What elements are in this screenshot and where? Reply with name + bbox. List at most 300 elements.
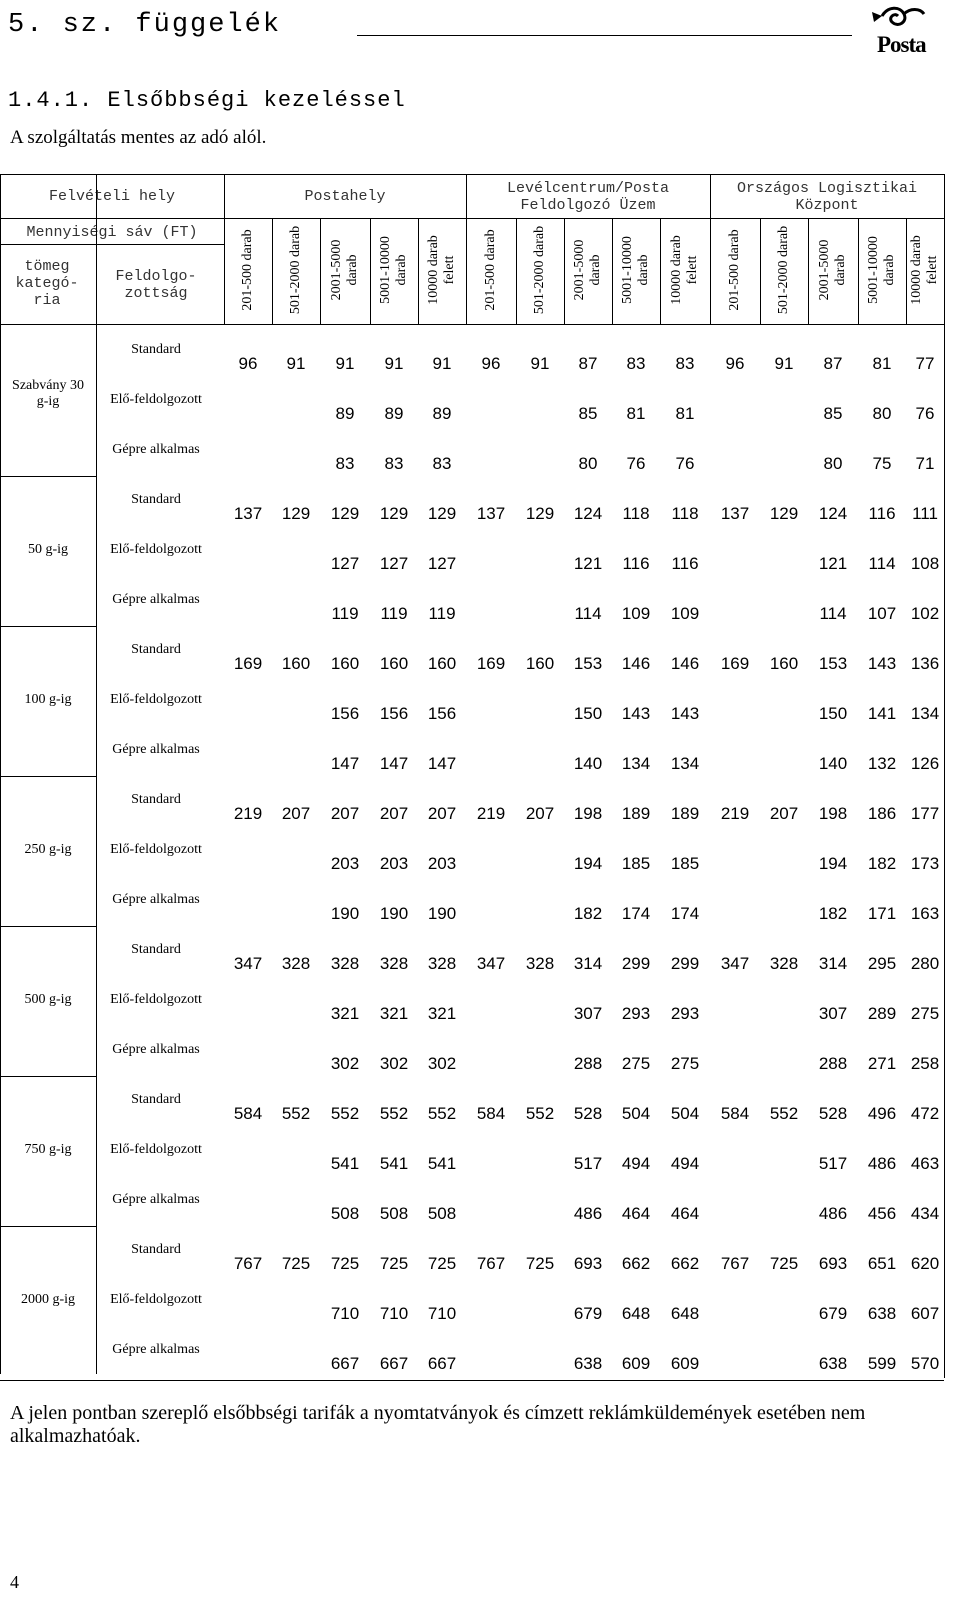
price-cell: 160 [379, 654, 409, 673]
price-cell: 280 [910, 954, 940, 973]
price-cell: 194 [818, 854, 848, 873]
price-cell: 91 [530, 354, 550, 373]
price-cell: 472 [910, 1104, 940, 1123]
processing-type: Gépre alkalmas [112, 1042, 200, 1057]
price-cell: 496 [867, 1104, 897, 1123]
column-rule [418, 218, 419, 324]
price-cell: 118 [622, 504, 650, 523]
price-cell: 667 [330, 1354, 360, 1373]
price-cell: 328 [330, 954, 360, 973]
price-cell: 541 [379, 1154, 409, 1173]
price-cell: 207 [281, 804, 311, 823]
price-cell: 127 [379, 554, 409, 573]
price-cell: 186 [867, 804, 897, 823]
group-rule [224, 174, 225, 218]
price-cell: 143 [670, 704, 700, 723]
price-cell: 124 [818, 504, 848, 523]
title-rule [357, 35, 852, 36]
group-separator [0, 1226, 96, 1227]
price-cell: 275 [910, 1004, 940, 1023]
group-separator [0, 926, 96, 927]
price-cell: 464 [621, 1204, 651, 1223]
header-bottom-border [0, 324, 944, 325]
band-label: 501-2000 darab [776, 225, 791, 315]
price-cell: 302 [379, 1054, 409, 1073]
price-cell: 132 [867, 754, 897, 773]
price-cell: 486 [818, 1204, 848, 1223]
price-cell: 89 [384, 404, 404, 423]
processing-type: Gépre alkalmas [112, 742, 200, 757]
price-cell: 328 [525, 954, 555, 973]
price-cell: 679 [573, 1304, 603, 1323]
price-cell: 80 [823, 454, 843, 473]
price-cell: 321 [427, 1004, 457, 1023]
price-cell: 147 [427, 754, 457, 773]
price-cell: 486 [867, 1154, 897, 1173]
processing-type: Gépre alkalmas [112, 892, 200, 907]
price-cell: 96 [481, 354, 501, 373]
table-bottom-border [0, 1380, 944, 1381]
price-cell: 91 [286, 354, 306, 373]
price-cell: 552 [427, 1104, 457, 1123]
price-cell: 494 [621, 1154, 651, 1173]
price-cell: 190 [427, 904, 457, 923]
footer-note: A jelen pontban szereplő elsőbbségi tarifák a nyomtatványok és címzett reklámküldemények esetében nem alkalmazhatóak. [10, 1402, 866, 1447]
price-cell: 134 [621, 754, 651, 773]
band-label: 501-2000 darab [288, 225, 303, 315]
header-tomeg: tömeg kategó-ria [15, 258, 79, 309]
price-cell: 134 [910, 704, 940, 723]
band-label: 201-500 darab [727, 229, 742, 311]
column-rule [808, 218, 809, 324]
price-cell: 114 [574, 604, 602, 623]
price-cell: 163 [910, 904, 940, 923]
price-cell: 203 [427, 854, 457, 873]
group-rule [944, 174, 945, 218]
price-cell: 693 [573, 1254, 603, 1273]
price-cell: 767 [476, 1254, 506, 1273]
processing-type: Standard [131, 342, 181, 357]
processing-type: Standard [131, 492, 181, 507]
price-cell: 307 [818, 1004, 848, 1023]
group-separator [0, 1076, 96, 1077]
price-cell: 83 [335, 454, 355, 473]
price-cell: 85 [578, 404, 598, 423]
price-cell: 173 [910, 854, 940, 873]
weight-category: 500 g-ig [24, 992, 72, 1007]
price-cell: 116 [622, 554, 650, 573]
price-cell: 127 [330, 554, 360, 573]
price-cell: 679 [818, 1304, 848, 1323]
price-cell: 302 [427, 1054, 457, 1073]
price-cell: 299 [621, 954, 651, 973]
band-label: 10000 darab felett [909, 235, 940, 305]
price-cell: 96 [238, 354, 258, 373]
header-mennyisegi: Mennyiségi sáv (FT) [26, 224, 198, 241]
band-label: 5001-10000 darab [866, 236, 897, 304]
price-cell: 552 [525, 1104, 555, 1123]
price-cell: 710 [379, 1304, 409, 1323]
price-cell: 81 [626, 404, 646, 423]
price-cell: 146 [670, 654, 700, 673]
price-cell: 182 [818, 904, 848, 923]
price-cell: 302 [330, 1054, 360, 1073]
price-cell: 83 [384, 454, 404, 473]
price-cell: 517 [573, 1154, 603, 1173]
band-label: 2001-5000 darab [329, 239, 360, 301]
price-cell: 143 [867, 654, 897, 673]
processing-type: Elő-feldolgozott [110, 692, 202, 707]
price-cell: 486 [573, 1204, 603, 1223]
weight-category: 100 g-ig [24, 692, 72, 707]
price-cell: 81 [872, 354, 892, 373]
price-cell: 129 [330, 504, 360, 523]
price-cell: 609 [670, 1354, 700, 1373]
price-cell: 638 [867, 1304, 897, 1323]
price-cell: 651 [867, 1254, 897, 1273]
price-cell: 119 [380, 604, 408, 623]
price-cell: 119 [331, 604, 359, 623]
processing-type: Elő-feldolgozott [110, 1292, 202, 1307]
price-cell: 129 [379, 504, 409, 523]
posta-logo-text: Posta [877, 32, 926, 57]
column-rule [564, 218, 565, 324]
price-cell: 114 [868, 554, 896, 573]
weight-category: 750 g-ig [24, 1142, 72, 1157]
price-cell: 182 [867, 854, 897, 873]
price-cell: 710 [330, 1304, 360, 1323]
processing-type: Gépre alkalmas [112, 442, 200, 457]
price-cell: 87 [578, 354, 598, 373]
price-cell: 504 [621, 1104, 651, 1123]
price-cell: 89 [432, 404, 452, 423]
price-cell: 207 [769, 804, 799, 823]
price-cell: 83 [432, 454, 452, 473]
processing-type: Elő-feldolgozott [110, 842, 202, 857]
price-cell: 552 [330, 1104, 360, 1123]
column-rule [272, 218, 273, 324]
price-cell: 508 [330, 1204, 360, 1223]
price-cell: 81 [675, 404, 695, 423]
price-cell: 328 [379, 954, 409, 973]
price-cell: 129 [427, 504, 457, 523]
price-cell: 321 [379, 1004, 409, 1023]
price-cell: 89 [335, 404, 355, 423]
price-cell: 528 [573, 1104, 603, 1123]
price-cell: 85 [823, 404, 843, 423]
price-cell: 508 [427, 1204, 457, 1223]
price-cell: 288 [818, 1054, 848, 1073]
price-cell: 293 [670, 1004, 700, 1023]
price-cell: 118 [671, 504, 699, 523]
price-cell: 77 [915, 354, 935, 373]
column-rule [96, 174, 97, 1374]
price-cell: 185 [670, 854, 700, 873]
processing-type: Gépre alkalmas [112, 1342, 200, 1357]
column-rule [906, 218, 907, 324]
price-cell: 584 [476, 1104, 506, 1123]
price-cell: 137 [476, 504, 506, 523]
price-cell: 710 [427, 1304, 457, 1323]
price-cell: 147 [330, 754, 360, 773]
price-cell: 648 [621, 1304, 651, 1323]
price-cell: 146 [621, 654, 651, 673]
price-cell: 307 [573, 1004, 603, 1023]
price-cell: 541 [427, 1154, 457, 1173]
band-label: 10000 darab felett [426, 235, 457, 305]
column-rule [466, 218, 467, 324]
price-cell: 314 [573, 954, 603, 973]
price-cell: 111 [912, 504, 938, 523]
price-cell: 667 [427, 1354, 457, 1373]
price-cell: 456 [867, 1204, 897, 1223]
price-cell: 504 [670, 1104, 700, 1123]
section-heading: 1.4.1. Elsőbbségi kezeléssel [8, 88, 406, 113]
price-cell: 347 [233, 954, 263, 973]
price-cell: 83 [626, 354, 646, 373]
price-cell: 119 [428, 604, 456, 623]
header-felveteli: Felvételi hely [48, 188, 176, 205]
price-cell: 725 [427, 1254, 457, 1273]
price-cell: 198 [573, 804, 603, 823]
price-cell: 725 [330, 1254, 360, 1273]
price-cell: 203 [379, 854, 409, 873]
price-cell: 150 [818, 704, 848, 723]
price-cell: 134 [670, 754, 700, 773]
price-cell: 288 [573, 1054, 603, 1073]
price-cell: 347 [720, 954, 750, 973]
header-split [0, 244, 224, 245]
processing-type: Elő-feldolgozott [110, 542, 202, 557]
price-cell: 124 [573, 504, 603, 523]
processing-type: Standard [131, 1092, 181, 1107]
price-cell: 91 [335, 354, 355, 373]
price-cell: 174 [621, 904, 651, 923]
processing-type: Gépre alkalmas [112, 592, 200, 607]
band-label: 10000 darab felett [669, 235, 700, 305]
price-cell: 607 [910, 1304, 940, 1323]
price-cell: 160 [427, 654, 457, 673]
band-label: 5001-10000 darab [620, 236, 651, 304]
price-cell: 171 [867, 904, 897, 923]
processing-type: Elő-feldolgozott [110, 392, 202, 407]
price-cell: 71 [915, 454, 935, 473]
price-cell: 189 [621, 804, 651, 823]
price-cell: 271 [867, 1054, 897, 1073]
price-cell: 693 [818, 1254, 848, 1273]
band-label: 5001-10000 darab [378, 236, 409, 304]
price-cell: 109 [670, 604, 700, 623]
price-cell: 140 [818, 754, 848, 773]
price-cell: 127 [427, 554, 457, 573]
price-cell: 91 [384, 354, 404, 373]
price-cell: 275 [621, 1054, 651, 1073]
price-cell: 141 [867, 704, 897, 723]
price-cell: 156 [427, 704, 457, 723]
price-cell: 584 [720, 1104, 750, 1123]
price-cell: 275 [670, 1054, 700, 1073]
price-cell: 219 [233, 804, 263, 823]
column-rule [370, 218, 371, 324]
band-header [870, 220, 960, 320]
price-cell: 121 [573, 554, 603, 573]
price-cell: 494 [670, 1154, 700, 1173]
price-cell: 464 [670, 1204, 700, 1223]
price-cell: 83 [675, 354, 695, 373]
price-cell: 725 [281, 1254, 311, 1273]
price-cell: 219 [720, 804, 750, 823]
price-cell: 599 [867, 1354, 897, 1373]
price-cell: 156 [330, 704, 360, 723]
price-cell: 207 [525, 804, 555, 823]
price-cell: 328 [427, 954, 457, 973]
price-cell: 293 [621, 1004, 651, 1023]
price-cell: 108 [910, 554, 940, 573]
group-separator [0, 626, 96, 627]
price-cell: 137 [233, 504, 263, 523]
weight-category: Szabvány 30 g-ig [12, 378, 84, 409]
column-rule [660, 218, 661, 324]
price-cell: 463 [910, 1154, 940, 1173]
price-cell: 528 [818, 1104, 848, 1123]
price-cell: 662 [670, 1254, 700, 1273]
price-cell: 91 [774, 354, 794, 373]
price-cell: 314 [818, 954, 848, 973]
price-cell: 121 [818, 554, 848, 573]
header-orszagos: Országos Logisztikai Központ [736, 180, 918, 214]
price-cell: 153 [573, 654, 603, 673]
price-cell: 174 [670, 904, 700, 923]
table-right-border [944, 324, 945, 1378]
price-cell: 102 [910, 604, 940, 623]
price-cell: 153 [818, 654, 848, 673]
price-cell: 207 [379, 804, 409, 823]
column-rule [858, 218, 859, 324]
price-cell: 129 [281, 504, 311, 523]
band-label: 201-500 darab [483, 229, 498, 311]
price-cell: 725 [379, 1254, 409, 1273]
price-cell: 87 [823, 354, 843, 373]
processing-type: Standard [131, 942, 181, 957]
price-cell: 91 [432, 354, 452, 373]
column-rule [760, 218, 761, 324]
processing-type: Gépre alkalmas [112, 1192, 200, 1207]
price-cell: 328 [281, 954, 311, 973]
price-cell: 129 [769, 504, 799, 523]
price-cell: 258 [910, 1054, 940, 1073]
band-label: 2001-5000 darab [817, 239, 848, 301]
price-cell: 160 [769, 654, 799, 673]
price-cell: 177 [910, 804, 940, 823]
weight-category: 2000 g-ig [20, 1292, 76, 1307]
price-cell: 328 [769, 954, 799, 973]
price-cell: 160 [281, 654, 311, 673]
price-cell: 137 [720, 504, 750, 523]
band-label: 2001-5000 darab [572, 239, 603, 301]
price-cell: 160 [330, 654, 360, 673]
price-cell: 207 [330, 804, 360, 823]
header-levelcentrum: Levélcentrum/Posta Feldolgozó Üzem [506, 180, 670, 214]
page-title: 5. sz. függelék [8, 10, 282, 40]
price-cell: 107 [867, 604, 897, 623]
price-cell: 552 [379, 1104, 409, 1123]
price-cell: 150 [573, 704, 603, 723]
price-cell: 190 [330, 904, 360, 923]
price-cell: 347 [476, 954, 506, 973]
price-cell: 662 [621, 1254, 651, 1273]
processing-type: Standard [131, 642, 181, 657]
price-cell: 114 [819, 604, 847, 623]
price-cell: 584 [233, 1104, 263, 1123]
column-rule [612, 218, 613, 324]
group-separator [0, 476, 96, 477]
group-rule [710, 174, 711, 218]
price-cell: 76 [675, 454, 695, 473]
price-cell: 96 [725, 354, 745, 373]
tax-note: A szolgáltatás mentes az adó alól. [10, 127, 267, 148]
header-feldolgozottsag: Feldolgo-zottság [115, 268, 197, 302]
price-cell: 638 [573, 1354, 603, 1373]
price-cell: 76 [915, 404, 935, 423]
price-cell: 289 [867, 1004, 897, 1023]
processing-type: Elő-feldolgozott [110, 1142, 202, 1157]
price-cell: 126 [910, 754, 940, 773]
band-label: 201-500 darab [240, 229, 255, 311]
price-cell: 570 [910, 1354, 940, 1373]
band-label: 501-2000 darab [532, 225, 547, 315]
price-cell: 767 [720, 1254, 750, 1273]
page-number: 4 [10, 1572, 19, 1592]
group-rule [466, 174, 467, 218]
price-cell: 109 [621, 604, 651, 623]
price-cell: 129 [525, 504, 555, 523]
price-cell: 667 [379, 1354, 409, 1373]
price-cell: 198 [818, 804, 848, 823]
header-postahely: Postahely [304, 188, 386, 205]
price-cell: 147 [379, 754, 409, 773]
price-cell: 541 [330, 1154, 360, 1173]
column-rule [320, 218, 321, 324]
weight-category: 250 g-ig [24, 842, 72, 857]
price-cell: 169 [233, 654, 263, 673]
price-cell: 116 [868, 504, 896, 523]
header-divider [0, 218, 944, 219]
price-cell: 169 [476, 654, 506, 673]
column-rule [516, 218, 517, 324]
price-cell: 295 [867, 954, 897, 973]
column-rule [710, 218, 711, 324]
price-cell: 648 [670, 1304, 700, 1323]
price-cell: 76 [626, 454, 646, 473]
price-cell: 552 [281, 1104, 311, 1123]
price-cell: 189 [670, 804, 700, 823]
price-cell: 136 [910, 654, 940, 673]
price-cell: 185 [621, 854, 651, 873]
price-cell: 116 [671, 554, 699, 573]
price-cell: 767 [233, 1254, 263, 1273]
price-cell: 80 [872, 404, 892, 423]
column-rule [944, 218, 945, 324]
price-cell: 638 [818, 1354, 848, 1373]
processing-type: Elő-feldolgozott [110, 992, 202, 1007]
price-cell: 434 [910, 1204, 940, 1223]
price-cell: 194 [573, 854, 603, 873]
price-cell: 156 [379, 704, 409, 723]
price-cell: 517 [818, 1154, 848, 1173]
processing-type: Standard [131, 792, 181, 807]
group-separator [0, 776, 96, 777]
price-cell: 182 [573, 904, 603, 923]
